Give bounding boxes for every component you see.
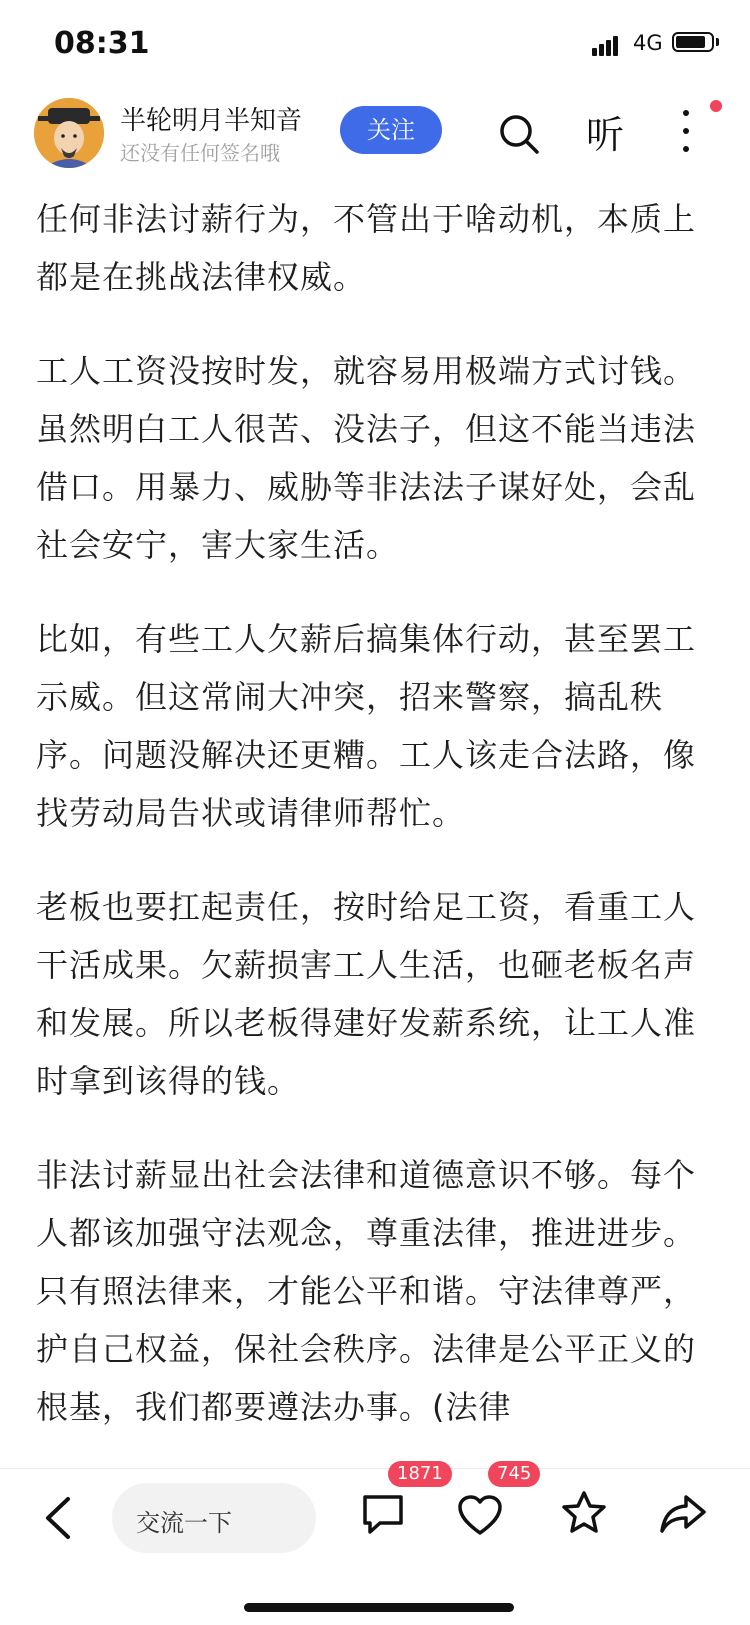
follow-button[interactable]: 关注 (340, 106, 442, 154)
article-paragraph: 非法讨薪显出社会法律和道德意识不够。每个人都该加强守法观念，尊重法律，推进进步。只有照法律来，才能公平和谐。守法律尊严，护自己权益，保社会秩序。法律是公平正义的根基，我们都要遵法办事。(法律 (36, 1156, 697, 1426)
notification-dot (710, 100, 722, 112)
like-count-badge: 745 (488, 1461, 540, 1487)
status-time: 08:31 (54, 26, 150, 61)
bottom-action-bar (0, 1463, 750, 1625)
article-paragraph: 老板也要扛起责任，按时给足工资，看重工人干活成果。欠薪损害工人生活，也砸老板名声和发展。所以老板得建好发薪系统，让工人准时拿到该得的钱。 (36, 888, 697, 1100)
comment-input[interactable] (112, 1483, 316, 1553)
author-name[interactable]: 半轮明月半知音 (120, 106, 303, 136)
status-bar (0, 0, 750, 90)
search-icon[interactable] (497, 112, 541, 156)
more-vertical-icon[interactable] (674, 106, 698, 156)
share-icon[interactable] (658, 1491, 708, 1537)
article-body (36, 190, 718, 1472)
listen-button[interactable]: 听 (586, 113, 625, 157)
home-indicator[interactable] (244, 1603, 514, 1612)
article-paragraph: 比如，有些工人欠薪后搞集体行动，甚至罢工示威。但这常闹大冲突，招来警察，搞乱秩序。问题没解决还更糟。工人该走合法路，像找劳动局告状或请律师帮忙。 (36, 620, 697, 832)
comment-icon[interactable] (360, 1491, 406, 1537)
comment-input-placeholder: 交流一下 (136, 1509, 232, 1537)
battery-cap (716, 38, 719, 46)
article-paragraph: 工人工资没按时发，就容易用极端方式讨钱。虽然明白工人很苦、没法子，但这不能当违法借口。用暴力、威胁等非法法子谋好处，会乱社会安宁，害大家生活。 (36, 352, 697, 564)
back-arrow-icon[interactable] (40, 1493, 76, 1543)
battery-icon (672, 32, 714, 52)
article-paragraph: 任何非法讨薪行为，不管出于啥动机，本质上都是在挑战法律权威。 (36, 200, 697, 296)
network-type: 4G (633, 31, 663, 55)
avatar[interactable] (34, 98, 104, 168)
article-header (0, 90, 750, 190)
star-icon[interactable] (560, 1489, 608, 1537)
signal-icon (592, 34, 626, 56)
heart-icon[interactable] (456, 1493, 504, 1537)
comment-count-badge: 1871 (388, 1461, 452, 1487)
author-signature: 还没有任何签名哦 (120, 141, 280, 165)
